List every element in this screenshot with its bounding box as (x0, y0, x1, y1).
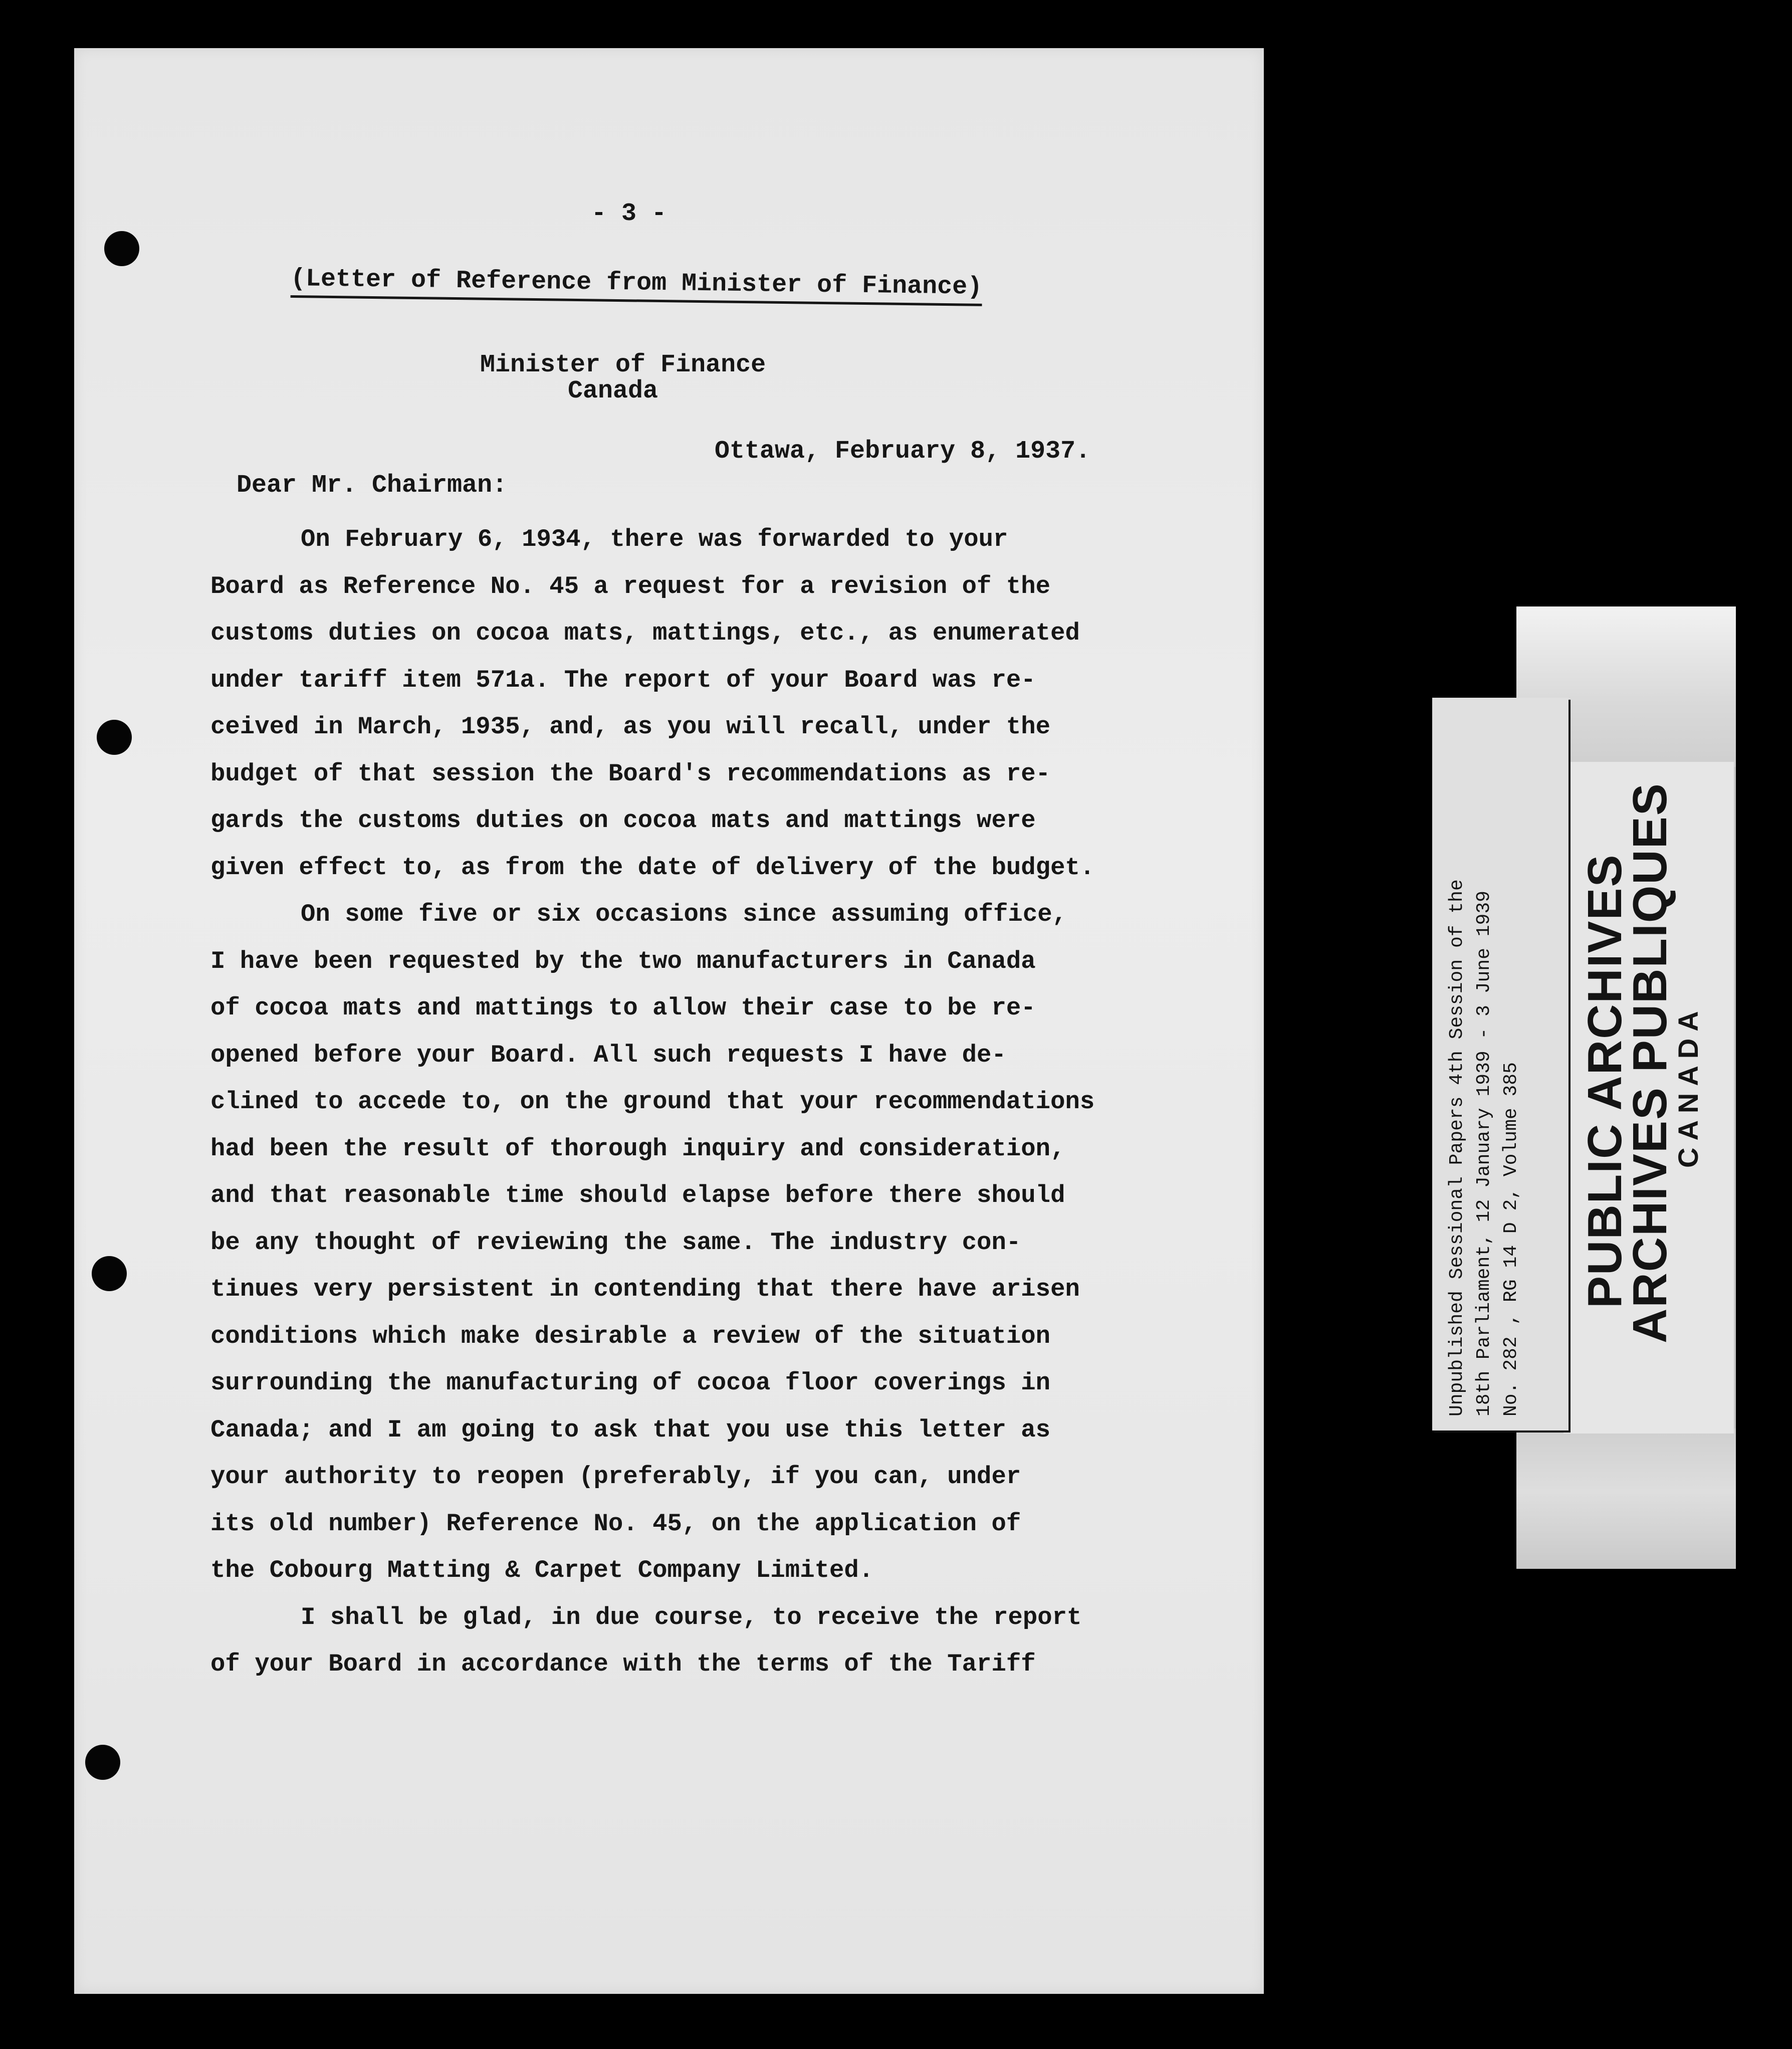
punch-hole (92, 1256, 127, 1291)
body-line: gards the customs duties on cocoa mats and mattings were (210, 806, 1036, 835)
body-line: I shall be glad, in due course, to receive the report (301, 1603, 1082, 1631)
archive-description-line: 18th Parliament, 12 January 1939 - 3 June 1939 (1473, 891, 1495, 1416)
body-line: conditions which make desirable a review of the situation (210, 1322, 1051, 1350)
body-line: your authority to reopen (preferably, if you can, under (210, 1463, 1021, 1491)
body-line: On some five or six occasions since assuming office, (301, 900, 1067, 928)
archive-description-line: Unpublished Sessional Papers 4th Session of the (1446, 879, 1468, 1416)
date-line: Ottawa, February 8, 1937. (715, 437, 1091, 466)
archive-stamp-country: CANADA (1672, 1004, 1704, 1168)
body-line: clined to accede to, on the ground that your recommendations (210, 1088, 1095, 1116)
body-line: On February 6, 1934, there was forwarded to your (301, 525, 1008, 553)
punch-hole (104, 231, 139, 266)
body-line: surrounding the manufacturing of cocoa floor coverings in (210, 1369, 1051, 1397)
body-line: I have been requested by the two manufacturers in Canada (210, 947, 1036, 975)
body-line: of your Board in accordance with the terms of the Tariff (210, 1650, 1036, 1678)
page-number: - 3 - (591, 199, 667, 228)
body-line: its old number) Reference No. 45, on the application of (210, 1509, 1021, 1538)
archive-description-line: No. 282 , RG 14 D 2, Volume 385 (1500, 1062, 1522, 1416)
body-line: given effect to, as from the date of delivery of the budget. (210, 853, 1095, 882)
body-line: opened before your Board. All such requests I have de- (210, 1041, 1006, 1069)
body-line: Board as Reference No. 45 a request for a revision of the (210, 572, 1051, 600)
body-line: tinues very persistent in contending that there have arisen (210, 1275, 1080, 1303)
body-line: had been the result of thorough inquiry and consideration, (210, 1134, 1065, 1163)
letter-body (210, 516, 1213, 1688)
body-line: be any thought of reviewing the same. The industry con- (210, 1228, 1021, 1257)
body-line: of cocoa mats and mattings to allow their case to be re- (210, 994, 1036, 1022)
punch-hole (97, 720, 132, 755)
salutation: Dear Mr. Chairman: (237, 471, 508, 500)
body-line: under tariff item 571a. The report of your Board was re- (210, 666, 1036, 694)
punch-hole (85, 1745, 120, 1780)
body-line: customs duties on cocoa mats, mattings, etc., as enumerated (210, 619, 1080, 647)
sender-country: Canada (568, 377, 658, 405)
archive-clip-fold (1516, 1428, 1736, 1569)
letter-heading: (Letter of Reference from Minister of Finance) (291, 265, 983, 306)
archive-stamp-line: ARCHIVES PUBLIQUES (1623, 782, 1677, 1343)
body-line: budget of that session the Board's recommendations as re- (210, 759, 1051, 788)
body-line: the Cobourg Matting & Carpet Company Limited. (210, 1556, 874, 1584)
body-line: and that reasonable time should elapse before there should (210, 1181, 1065, 1209)
sender-name: Minister of Finance (480, 351, 766, 379)
body-line: ceived in March, 1935, and, as you will recall, under the (210, 713, 1051, 741)
body-line: Canada; and I am going to ask that you use this letter as (210, 1415, 1051, 1444)
archive-stamp-line: PUBLIC ARCHIVES (1578, 854, 1632, 1308)
